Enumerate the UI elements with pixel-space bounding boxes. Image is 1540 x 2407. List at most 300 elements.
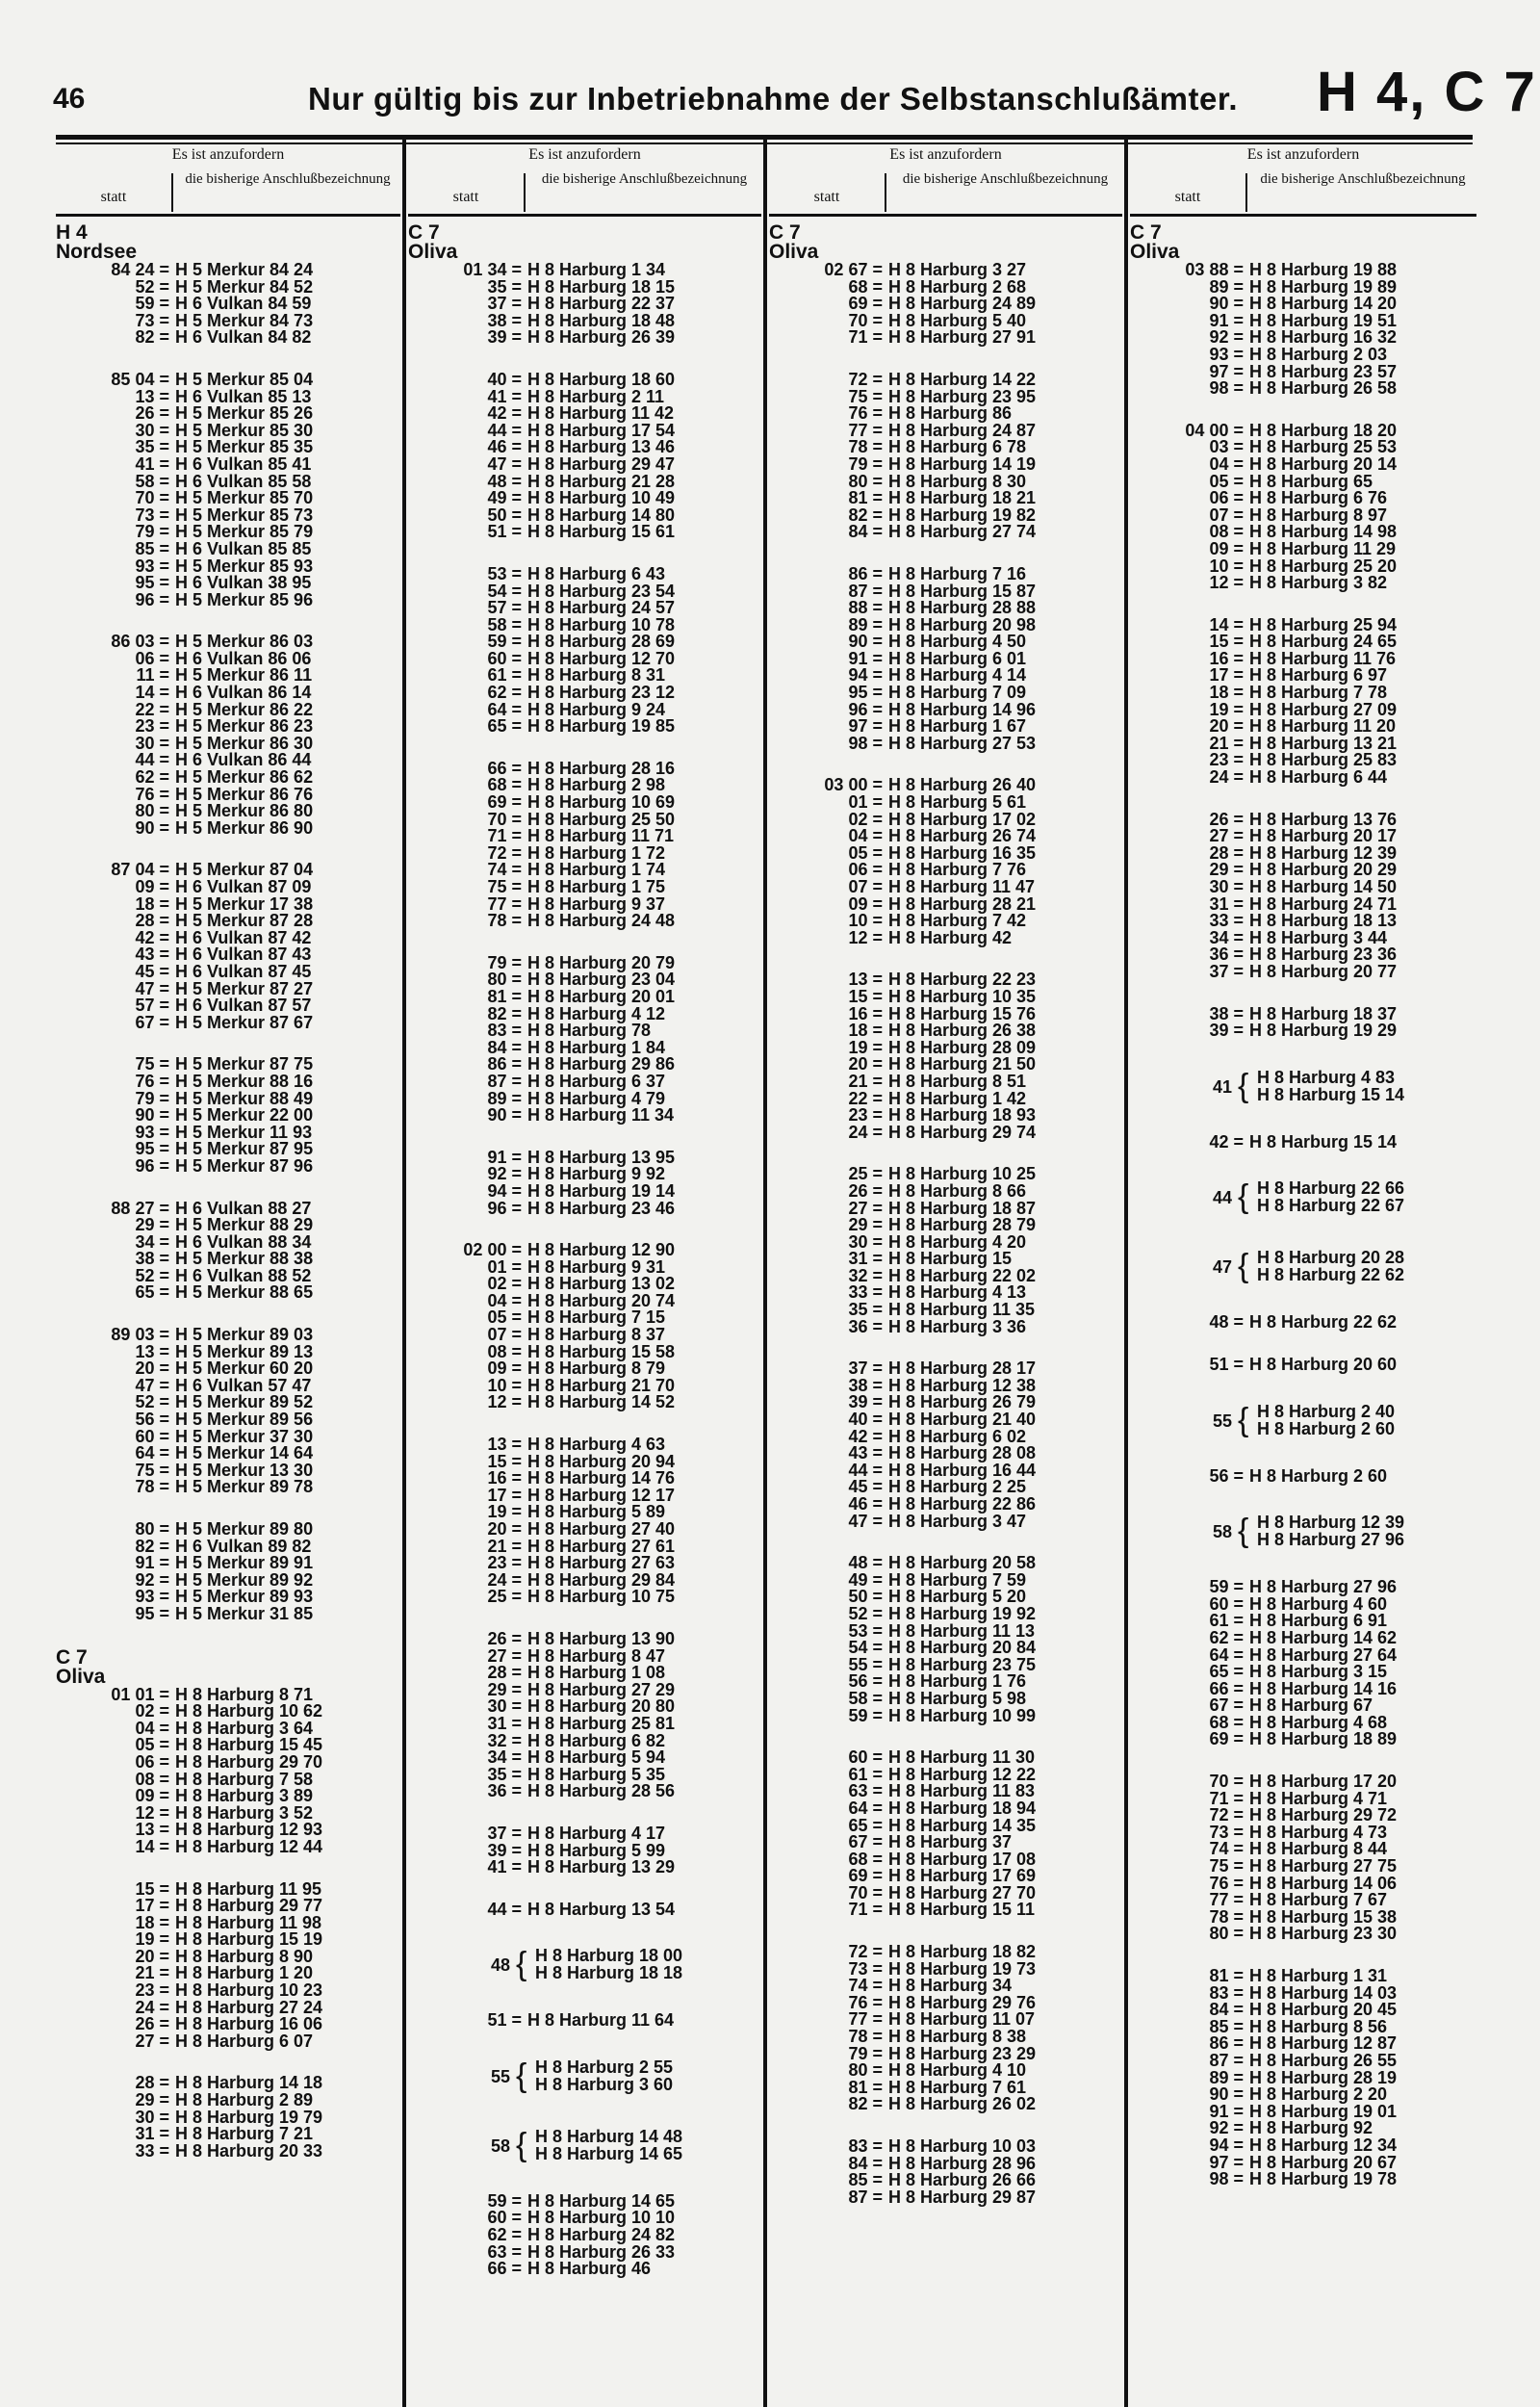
table-row [769, 733, 1122, 753]
number-suffix: 24 [848, 1122, 868, 1142]
table-row [56, 453, 400, 474]
new-number: H 8 Harburg 4 73 [1249, 1822, 1388, 1842]
subscriber-number: 06 = [135, 648, 169, 668]
new-number: H 8 Harburg 23 46 [527, 1198, 676, 1218]
subscriber-number: 78 = [848, 437, 883, 457]
table-row [56, 329, 400, 347]
number-suffix: 58 [135, 471, 155, 491]
table-row [408, 1783, 761, 1800]
new-number: H 8 Harburg 6 01 [888, 648, 1027, 668]
subscriber-number: 60 = [848, 1747, 883, 1768]
column-4 [1130, 135, 1476, 2407]
subscriber-number: 63 = [848, 1781, 883, 1801]
number-suffix: 64 [1209, 1644, 1229, 1665]
subscriber-number: 35 = [487, 276, 522, 297]
new-number: H 8 Harburg 13 29 [527, 1857, 676, 1877]
number-suffix: 02 [848, 809, 868, 829]
subscriber-number: 75 = [487, 877, 522, 896]
new-number: H 8 Harburg 15 58 [527, 1341, 676, 1361]
table-row [1130, 1022, 1476, 1040]
section-name: Oliva [408, 241, 458, 263]
number-suffix: 68 [487, 775, 507, 795]
spacer [1130, 1289, 1476, 1314]
column-divider [402, 135, 406, 2407]
subscriber-number: 68 = [848, 1849, 883, 1869]
header-statt: statt [100, 189, 127, 205]
new-number: H 8 Harburg 2 20 [1249, 2084, 1388, 2105]
number-suffix: 71 [848, 1900, 868, 1920]
subscriber-number: 71 = [1209, 1788, 1244, 1808]
new-number: H 8 Harburg 13 02 [527, 1274, 676, 1294]
table-row [769, 1180, 1122, 1201]
new-number: H 8 Harburg 14 65 [535, 2143, 683, 2163]
header-statt: statt [813, 189, 840, 205]
table-row [1130, 380, 1476, 398]
new-number: H 8 Harburg 1 75 [527, 877, 666, 896]
subscriber-number: 69 = [848, 294, 883, 314]
subscriber-number: 85 = [1209, 2016, 1244, 2036]
subscriber-number: 38 = [135, 1249, 169, 1269]
subscriber-number: 48 = [848, 1553, 883, 1573]
header-separator [524, 173, 526, 212]
subscriber-number: 31 = [848, 1249, 883, 1269]
subscriber-number: 47 = [135, 1375, 169, 1395]
new-number: H 8 Harburg 10 78 [527, 614, 676, 634]
table-row [56, 369, 400, 389]
subscriber-number: 94 = [487, 1180, 522, 1201]
subscriber-number: 52 = [135, 1265, 169, 1285]
new-number: H 5 Merkur 37 30 [175, 1426, 314, 1446]
subscriber-number: 12 = [487, 1392, 522, 1412]
subscriber-number: 73 = [848, 1958, 883, 1979]
new-number: H 8 Harburg 29 86 [527, 1054, 676, 1074]
new-number: H 8 Harburg 20 28 [1257, 1248, 1405, 1268]
new-number: H 5 Merkur 17 38 [175, 893, 314, 914]
subscriber-number: 26 = [487, 1628, 522, 1648]
subscriber-number: 23 = [135, 1980, 169, 2001]
bracket-entry [1130, 1514, 1476, 1550]
number-suffix: 40 [848, 1410, 868, 1430]
new-number: H 8 Harburg 7 59 [888, 1569, 1027, 1590]
number-suffix: 96 [848, 699, 868, 719]
number-suffix: 89 [487, 1088, 507, 1108]
new-number: H 8 Harburg 8 66 [888, 1180, 1027, 1201]
subscriber-number: 76 = [135, 1071, 169, 1091]
number-suffix: 11 [136, 665, 155, 686]
new-number: H 8 Harburg 29 70 [175, 1751, 323, 1772]
new-number: H 8 Harburg 22 02 [888, 1265, 1037, 1285]
subscriber-number: 55 [1212, 1411, 1232, 1431]
bracket-entry [1130, 1179, 1476, 1216]
number-suffix: 59 [487, 632, 507, 652]
number-suffix: 77 [487, 893, 507, 914]
number-suffix: 38 [1209, 1003, 1229, 1023]
section-title: C 7 [1130, 221, 1162, 244]
new-number: H 8 Harburg 27 40 [527, 1519, 676, 1539]
number-suffix: 76 [135, 1071, 155, 1091]
subscriber-number: 13 = [487, 1435, 522, 1455]
number-suffix: 87 [487, 1071, 507, 1091]
entry-list [769, 223, 1122, 2206]
new-number: H 8 Harburg 7 42 [888, 911, 1027, 931]
number-suffix: 00 [487, 1240, 507, 1260]
new-number: H 8 Harburg 46 [527, 2259, 652, 2279]
new-number: H 5 Merkur 87 67 [175, 1012, 314, 1032]
subscriber-number: 43 = [135, 945, 169, 965]
table-row [408, 986, 761, 1006]
new-number: H 8 Harburg 19 92 [888, 1603, 1037, 1623]
new-number: H 5 Merkur 11 93 [175, 1122, 313, 1142]
subscriber-number: 34 = [1209, 927, 1244, 947]
subscriber-number: 76 = [1209, 1873, 1244, 1893]
subscriber-number: 24 = [487, 1569, 522, 1590]
subscriber-number: 93 = [1209, 344, 1244, 364]
subscriber-number: 38 = [1209, 1003, 1244, 1023]
number-suffix: 64 [487, 699, 507, 719]
subscriber-number: 85 = [848, 2170, 883, 2190]
subscriber-number: 71 = [487, 826, 522, 846]
number-suffix: 21 [848, 1071, 868, 1091]
spacer [1130, 398, 1476, 423]
subscriber-number: 90 = [487, 1105, 522, 1126]
table-row [769, 329, 1122, 347]
number-suffix: 59 [1209, 1577, 1229, 1597]
subscriber-number: 56 = [1209, 1465, 1244, 1486]
new-number: H 8 Harburg 4 13 [888, 1282, 1027, 1303]
subscriber-number: 79 = [848, 2043, 883, 2063]
new-number: H 8 Harburg 28 17 [888, 1359, 1037, 1379]
new-number: H 8 Harburg 10 10 [527, 2208, 676, 2228]
column-header [1130, 146, 1476, 218]
subscriber-number: 93 = [135, 556, 169, 576]
number-suffix: 04 [135, 860, 155, 880]
number-suffix: 20 [1209, 716, 1229, 737]
number-suffix: 76 [848, 1992, 868, 2012]
subscriber-number: 26 = [1209, 809, 1244, 829]
number-suffix: 85 [1209, 2016, 1229, 2036]
subscriber-number: 36 = [1209, 945, 1244, 965]
new-number: H 8 Harburg 7 61 [888, 2077, 1027, 2097]
new-number: H 8 Harburg 13 46 [527, 437, 676, 457]
number-suffix: 25 [487, 1587, 507, 1607]
number-suffix: 71 [848, 327, 868, 348]
new-number: H 5 Merkur 60 20 [175, 1359, 314, 1379]
number-prefix: 02 [824, 260, 844, 279]
subscriber-number: 27 = [135, 2031, 169, 2051]
subscriber-number: 04 = [848, 826, 883, 846]
subscriber-number: 64 = [848, 1798, 883, 1818]
table-row [769, 1122, 1122, 1142]
number-suffix: 94 [487, 1180, 507, 1201]
number-suffix: 80 [1209, 1924, 1229, 1944]
running-head: Nur gültig bis zur Inbetriebnahme der Selbstanschlußämter. [308, 81, 1239, 116]
number-suffix: 83 [487, 1021, 507, 1041]
new-number: H 8 Harburg 17 02 [888, 809, 1037, 829]
subscriber-number: 20 = [487, 1519, 522, 1539]
subscriber-number: 87 = [848, 581, 883, 601]
spacer [408, 1800, 761, 1825]
new-number: H 5 Merkur 13 30 [175, 1460, 314, 1480]
number-suffix: 15 [848, 986, 868, 1006]
subscriber-number: 04 00 = [1185, 420, 1244, 440]
new-number: H 8 Harburg 18 82 [888, 1942, 1037, 1962]
table-row [769, 986, 1122, 1006]
subscriber-number: 81 = [848, 2077, 883, 2097]
number-suffix: 22 [848, 1088, 868, 1108]
number-suffix: 90 [1209, 2084, 1229, 2105]
subscriber-number: 61 = [487, 665, 522, 686]
number-suffix: 13 [487, 1435, 507, 1455]
subscriber-number: 94 = [1209, 2135, 1244, 2155]
new-number: H 8 Harburg 24 89 [888, 294, 1037, 314]
spacer [408, 1411, 761, 1436]
number-suffix: 26 [848, 1180, 868, 1201]
subscriber-number: 08 = [135, 1769, 169, 1789]
number-suffix: 02 [135, 1701, 155, 1721]
new-number: H 8 Harburg 1 31 [1249, 1966, 1388, 1985]
section-name: Oliva [769, 241, 819, 263]
subscriber-number: 02 = [487, 1274, 522, 1294]
new-number: H 8 Harburg 21 40 [888, 1410, 1037, 1430]
number-suffix: 76 [848, 403, 868, 424]
number-suffix: 42 [487, 403, 507, 424]
number-suffix: 31 [135, 2124, 155, 2144]
number-suffix: 88 [1209, 260, 1229, 279]
number-suffix: 76 [135, 784, 155, 804]
new-number: H 8 Harburg 18 94 [888, 1798, 1037, 1818]
subscriber-number: 72 = [848, 369, 883, 389]
number-suffix: 05 [487, 1307, 507, 1328]
number-suffix: 08 [487, 1341, 507, 1361]
subscriber-number: 22 = [848, 1088, 883, 1108]
new-number: H 8 Harburg 28 08 [888, 1443, 1037, 1463]
new-number: H 8 Harburg 28 19 [1249, 2067, 1398, 2087]
new-number: H 8 Harburg 18 93 [888, 1105, 1037, 1126]
new-number: H 8 Harburg 17 69 [888, 1866, 1037, 1886]
spacer [769, 946, 1122, 971]
subscriber-number: 62 = [487, 683, 522, 703]
subscriber-number: 06 = [848, 860, 883, 880]
number-suffix: 05 [1209, 471, 1229, 491]
subscriber-number: 60 = [1209, 1593, 1244, 1614]
number-suffix: 64 [848, 1798, 868, 1818]
number-suffix: 65 [848, 1815, 868, 1835]
new-number: H 8 Harburg 7 58 [175, 1769, 314, 1789]
new-number: H 5 Merkur 85 93 [175, 556, 314, 576]
subscriber-number: 13 = [135, 1820, 169, 1840]
number-suffix: 62 [1209, 1627, 1229, 1647]
number-suffix: 30 [135, 2107, 155, 2127]
table-row [1130, 1627, 1476, 1647]
number-suffix: 16 [1209, 648, 1229, 668]
number-suffix: 80 [135, 801, 155, 821]
subscriber-number: 02 = [135, 1701, 169, 1721]
number-suffix: 07 [1209, 505, 1229, 525]
spacer [408, 1606, 761, 1631]
number-suffix: 31 [1209, 893, 1229, 914]
number-suffix: 39 [848, 1392, 868, 1412]
new-number: H 5 Merkur 85 30 [175, 420, 314, 440]
subscriber-number: 69 = [848, 1866, 883, 1886]
new-number: H 8 Harburg 20 45 [1249, 2000, 1398, 2020]
subscriber-number: 30 = [1209, 877, 1244, 896]
new-number: H 6 Vulkan 85 41 [175, 453, 312, 474]
new-number: H 8 Harburg 14 52 [527, 1392, 676, 1412]
number-suffix: 30 [1209, 877, 1229, 896]
subscriber-number: 35 = [135, 437, 169, 457]
new-number: H 6 Vulkan 84 59 [175, 294, 312, 314]
subscriber-number: 16 = [1209, 648, 1244, 668]
number-suffix: 85 [848, 2170, 868, 2190]
subscriber-number: 48 = [487, 471, 522, 491]
new-number: H 8 Harburg 3 60 [535, 2074, 674, 2094]
new-number: H 5 Merkur 86 03 [175, 632, 314, 652]
number-suffix: 05 [135, 1735, 155, 1755]
subscriber-number: 86 = [1209, 2033, 1244, 2054]
new-number: H 5 Merkur 88 65 [175, 1282, 314, 1303]
subscriber-number: 68 = [1209, 1712, 1244, 1732]
new-number: H 8 Harburg 20 01 [527, 986, 676, 1006]
subscriber-number: 82 = [135, 1536, 169, 1556]
subscriber-number: 06 = [1209, 488, 1244, 508]
number-suffix: 01 [487, 1256, 507, 1277]
subscriber-number: 19 = [487, 1502, 522, 1522]
table-row [1130, 1314, 1476, 1332]
table-row [56, 1603, 400, 1623]
number-suffix: 78 [1209, 1906, 1229, 1927]
subscriber-number: 97 = [1209, 2152, 1244, 2172]
number-suffix: 52 [135, 276, 155, 297]
new-number: H 8 Harburg 23 36 [1249, 945, 1398, 965]
number-suffix: 03 [135, 632, 155, 652]
number-suffix: 15 [487, 1451, 507, 1471]
subscriber-number: 47 [1212, 1257, 1232, 1278]
number-suffix: 01 [848, 792, 868, 813]
new-number: H 5 Merkur 89 13 [175, 1341, 314, 1361]
number-suffix: 92 [135, 1569, 155, 1590]
new-number: H 8 Harburg 8 44 [1249, 1839, 1388, 1859]
number-suffix: 43 [135, 945, 155, 965]
subscriber-number: 48 [490, 1955, 510, 1976]
number-suffix: 39 [487, 1840, 507, 1860]
new-number: H 8 Harburg 86 [888, 403, 1013, 424]
new-number: H 8 Harburg 23 12 [527, 683, 676, 703]
new-number: H 8 Harburg 4 14 [888, 665, 1027, 686]
table-row [1130, 538, 1476, 558]
new-number: H 8 Harburg 14 06 [1249, 1873, 1398, 1893]
subscriber-number: 09 = [848, 893, 883, 914]
new-number: H 8 Harburg 20 94 [527, 1451, 676, 1471]
spacer [1130, 1443, 1476, 1468]
new-number: H 6 Vulkan 85 13 [175, 386, 312, 406]
number-suffix: 91 [487, 1147, 507, 1167]
number-suffix: 12 [848, 927, 868, 947]
subscriber-number: 32 = [848, 1265, 883, 1285]
number-suffix: 84 [1209, 2000, 1229, 2020]
number-prefix: 01 [463, 260, 483, 279]
subscriber-number: 15 = [135, 1878, 169, 1899]
subscriber-number: 09 = [135, 1786, 169, 1806]
number-suffix: 08 [1209, 522, 1229, 542]
new-number: H 8 Harburg 18 21 [888, 488, 1037, 508]
new-number: H 8 Harburg 11 64 [527, 2010, 675, 2031]
subscriber-number: 13 = [135, 386, 169, 406]
subscriber-number: 27 = [1209, 826, 1244, 846]
subscriber-number: 87 = [487, 1071, 522, 1091]
new-number: H 8 Harburg 20 74 [527, 1290, 676, 1310]
subscriber-number: 56 = [848, 1671, 883, 1692]
entry-list [1130, 223, 1476, 2188]
subscriber-number: 95 = [135, 573, 169, 593]
new-number: H 8 Harburg 14 50 [1249, 877, 1398, 896]
new-number: H 8 Harburg 11 13 [888, 1620, 1036, 1641]
number-suffix: 38 [135, 1249, 155, 1269]
new-number: H 8 Harburg 6 07 [175, 2031, 314, 2051]
subscriber-number: 37 = [487, 1823, 522, 1843]
new-number: H 8 Harburg 8 56 [1249, 2016, 1388, 2036]
new-number: H 8 Harburg 28 09 [888, 1037, 1037, 1057]
number-suffix: 47 [487, 453, 507, 474]
table-row [769, 1902, 1122, 1919]
subscriber-number: 12 = [848, 927, 883, 947]
subscriber-number: 19 = [135, 1929, 169, 1950]
table-row [1130, 575, 1476, 592]
subscriber-number: 45 = [848, 1477, 883, 1497]
new-number: H 8 Harburg 11 34 [527, 1105, 675, 1126]
table-row [56, 538, 400, 558]
subscriber-number: 05 = [135, 1735, 169, 1755]
new-number: H 8 Harburg 1 72 [527, 842, 666, 863]
subscriber-number: 16 = [848, 1003, 883, 1023]
subscriber-number: 44 [1212, 1188, 1232, 1208]
number-suffix: 75 [848, 386, 868, 406]
subscriber-number: 98 = [1209, 2169, 1244, 2189]
table-row [408, 913, 761, 930]
table-row [408, 718, 761, 736]
subscriber-number: 01 34 = [463, 260, 522, 279]
number-suffix: 29 [135, 1215, 155, 1235]
number-suffix: 82 [487, 1003, 507, 1023]
number-suffix: 80 [487, 970, 507, 990]
number-suffix: 61 [848, 1764, 868, 1784]
bracket-entry [408, 2058, 761, 2095]
number-suffix: 60 [135, 1426, 155, 1446]
number-suffix: 06 [135, 648, 155, 668]
subscriber-number: 21 = [135, 1963, 169, 1983]
table-row [408, 1825, 761, 1843]
table-row [56, 1155, 400, 1176]
table-row [769, 1800, 1122, 1818]
section-name: Oliva [1130, 241, 1180, 263]
number-suffix: 44 [487, 420, 507, 440]
section-title: H 4 [56, 221, 88, 244]
new-number: H 5 Merkur 88 16 [175, 1071, 314, 1091]
number-prefix: 84 [111, 260, 131, 279]
new-number: H 8 Harburg 78 [527, 1021, 652, 1041]
table-row [769, 563, 1122, 583]
page-number: 46 [53, 83, 86, 115]
column-header [408, 146, 761, 218]
new-number: H 8 Harburg 11 35 [888, 1300, 1036, 1320]
number-suffix: 19 [1209, 699, 1229, 719]
number-suffix: 91 [1209, 2101, 1229, 2121]
subscriber-number: 89 = [487, 1088, 522, 1108]
number-suffix: 33 [135, 2140, 155, 2161]
number-suffix: 77 [1209, 1890, 1229, 1910]
number-suffix: 79 [848, 2043, 868, 2063]
subscriber-number: 78 = [135, 1477, 169, 1497]
number-suffix: 17 [487, 1485, 507, 1505]
